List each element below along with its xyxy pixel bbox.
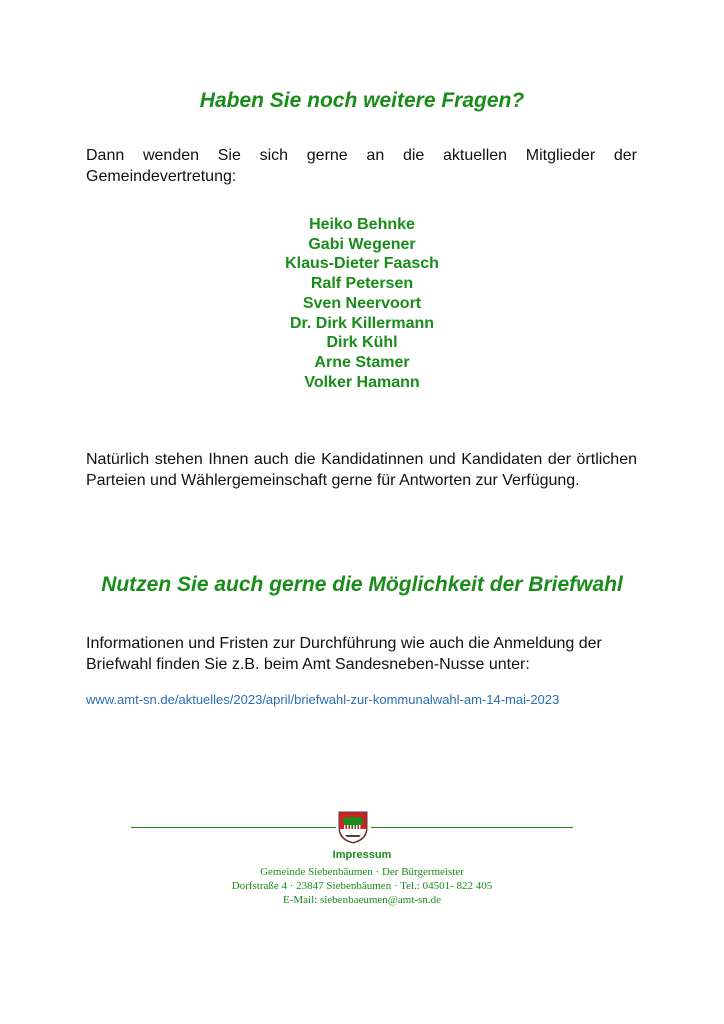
footer-divider-right	[371, 827, 573, 828]
postal-vote-heading: Nutzen Sie auch gerne die Möglichkeit der Briefwahl	[101, 573, 623, 596]
list-item: Dr. Dirk Killermann	[289, 314, 435, 332]
list-item: Heiko Behnke	[309, 216, 415, 233]
contact-intro-text: Dann wenden Sie sich gerne an die aktuellen Mitglieder der Gemeindevertretung:	[86, 147, 637, 185]
candidates-text: Natürlich stehen Ihnen auch die Kandidatinnen und Kandidaten der örtlichen Parteien und Wählergemeinschaft gerne für Antworten zur Verfügung.	[86, 451, 637, 489]
list-item: Dirk Kühl	[326, 334, 398, 352]
list-item: Sven Neervoort	[302, 294, 422, 312]
list-item: Volker Hamann	[304, 373, 420, 391]
impressum-municipality: Gemeinde Siebenbäumen · Der Bürgermeister	[260, 866, 464, 878]
list-item: Klaus-Dieter Faasch	[285, 255, 439, 273]
list-item: Ralf Petersen	[310, 275, 414, 293]
postal-vote-link[interactable]: www.amt-sn.de/aktuelles/2023/april/briefwahl-zur-kommunalwahl-am-14-mai-2023	[86, 692, 560, 707]
council-members-list	[0, 215, 724, 392]
list-item: Gabi Wegener	[308, 235, 416, 253]
municipal-coat-of-arms-icon	[337, 810, 369, 844]
impressum-title: Impressum	[332, 849, 392, 861]
footer-divider-left	[131, 827, 336, 828]
postal-vote-info-text: Informationen und Fristen zur Durchführung wie auch die Anmeldung der Briefwahl finden Sie z.B. beim Amt Sandesneben-Nusse unter:	[86, 635, 602, 673]
questions-heading: Haben Sie noch weitere Fragen?	[199, 89, 525, 112]
impressum-email: E-Mail: siebenbaeumen@amt-sn.de	[283, 894, 441, 906]
impressum-address: Dorfstraße 4 · 23847 Siebenbäumen · Tel.: 04501- 822 405	[231, 880, 493, 892]
list-item: Arne Stamer	[314, 353, 410, 371]
